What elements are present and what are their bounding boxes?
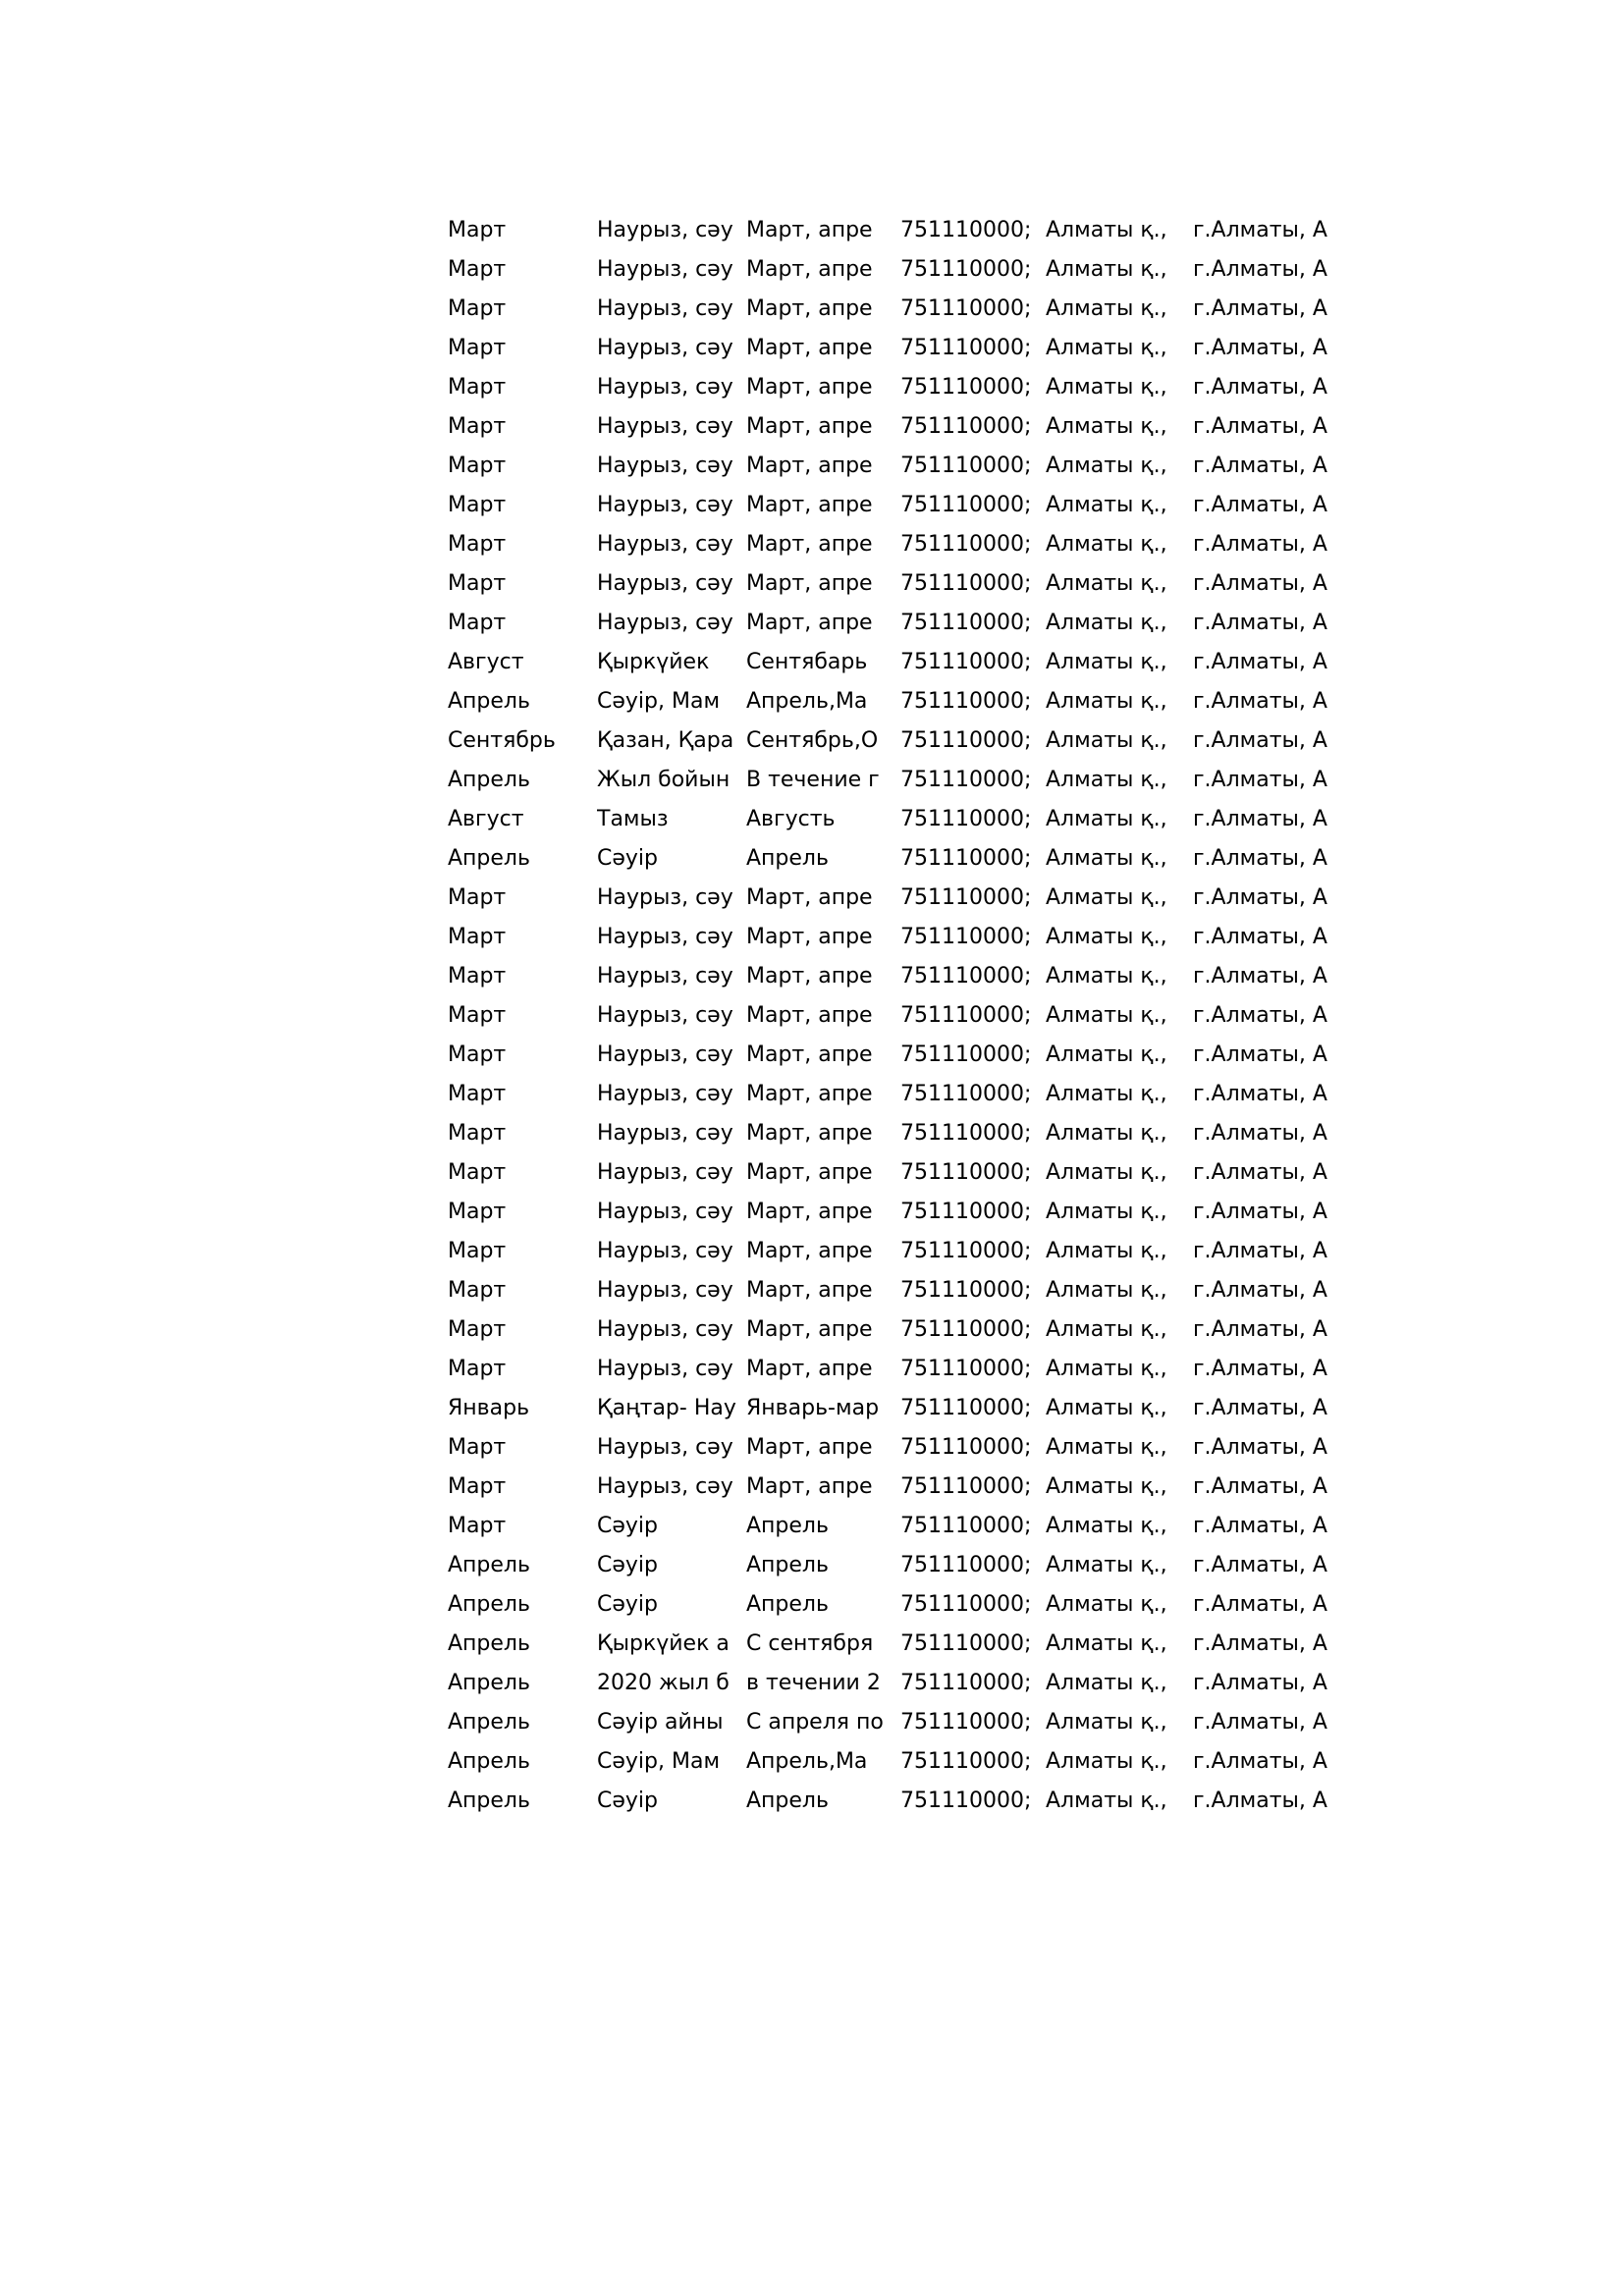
cell-city: г.Алматы, А (1193, 611, 1327, 635)
cell-period-ru: Март, апре (746, 257, 873, 282)
cell-city: г.Алматы, А (1193, 1200, 1327, 1224)
table-row (448, 1036, 1356, 1075)
cell-code: 751110000; (900, 1200, 1032, 1224)
cell-city: г.Алматы, А (1193, 925, 1327, 949)
cell-region: Алматы қ., (1046, 611, 1167, 635)
table-row (448, 1703, 1356, 1742)
cell-city: г.Алматы, А (1193, 571, 1327, 596)
cell-month: Август (448, 650, 524, 674)
table-row (448, 564, 1356, 604)
cell-period-ru: Апрель (746, 1553, 829, 1577)
cell-city: г.Алматы, А (1193, 650, 1327, 674)
cell-month: Март (448, 454, 507, 478)
cell-region: Алматы қ., (1046, 532, 1167, 557)
cell-code: 751110000; (900, 336, 1032, 360)
cell-month: Апрель (448, 1710, 530, 1735)
cell-period-ru: в течении 2 (746, 1671, 881, 1695)
cell-city: г.Алматы, А (1193, 1003, 1327, 1028)
cell-city: г.Алматы, А (1193, 807, 1327, 831)
cell-region: Алматы қ., (1046, 1396, 1167, 1420)
cell-code: 751110000; (900, 571, 1032, 596)
cell-city: г.Алматы, А (1193, 414, 1327, 439)
table-row (448, 1389, 1356, 1428)
cell-city: г.Алматы, А (1193, 728, 1327, 753)
cell-period-kk: Наурыз, сәу (597, 218, 733, 242)
table-row (448, 1625, 1356, 1664)
cell-code: 751110000; (900, 964, 1032, 988)
cell-period-kk: Наурыз, сәу (597, 1042, 733, 1067)
cell-period-ru: Март, апре (746, 611, 873, 635)
table-row (448, 1153, 1356, 1193)
cell-region: Алматы қ., (1046, 650, 1167, 674)
cell-code: 751110000; (900, 925, 1032, 949)
cell-city: г.Алматы, А (1193, 336, 1327, 360)
cell-period-ru: Март, апре (746, 493, 873, 517)
cell-period-kk: Наурыз, сәу (597, 296, 733, 321)
cell-month: Март (448, 218, 507, 242)
cell-code: 751110000; (900, 1710, 1032, 1735)
table-row (448, 368, 1356, 407)
cell-period-kk: Жыл бойын (597, 768, 731, 792)
table-row (448, 1782, 1356, 1821)
cell-period-ru: Март, апре (746, 1357, 873, 1381)
cell-code: 751110000; (900, 650, 1032, 674)
cell-month: Март (448, 1121, 507, 1146)
table-row (448, 407, 1356, 447)
cell-region: Алматы қ., (1046, 1160, 1167, 1185)
cell-month: Март (448, 336, 507, 360)
cell-period-kk: Наурыз, сәу (597, 964, 733, 988)
cell-period-ru: Март, апре (746, 1317, 873, 1342)
cell-month: Март (448, 493, 507, 517)
cell-code: 751110000; (900, 1042, 1032, 1067)
cell-period-kk: Наурыз, сәу (597, 1200, 733, 1224)
cell-city: г.Алматы, А (1193, 1514, 1327, 1538)
cell-city: г.Алматы, А (1193, 1710, 1327, 1735)
cell-month: Март (448, 1239, 507, 1263)
cell-code: 751110000; (900, 768, 1032, 792)
cell-city: г.Алматы, А (1193, 375, 1327, 400)
cell-month: Март (448, 1514, 507, 1538)
table-row (448, 1232, 1356, 1271)
cell-period-kk: Наурыз, сәу (597, 257, 733, 282)
cell-period-kk: Сәуір (597, 1553, 658, 1577)
cell-code: 751110000; (900, 1435, 1032, 1460)
cell-period-kk: Наурыз, сәу (597, 1278, 733, 1303)
cell-code: 751110000; (900, 1671, 1032, 1695)
table-row (448, 290, 1356, 329)
table-row (448, 761, 1356, 800)
cell-city: г.Алматы, А (1193, 1317, 1327, 1342)
table-row (448, 682, 1356, 721)
cell-region: Алматы қ., (1046, 571, 1167, 596)
table-row (448, 1193, 1356, 1232)
cell-code: 751110000; (900, 1631, 1032, 1656)
cell-period-ru: Март, апре (746, 296, 873, 321)
cell-code: 751110000; (900, 532, 1032, 557)
cell-month: Март (448, 1082, 507, 1106)
cell-month: Март (448, 885, 507, 910)
table-row (448, 1468, 1356, 1507)
cell-city: г.Алматы, А (1193, 218, 1327, 242)
cell-code: 751110000; (900, 218, 1032, 242)
cell-code: 751110000; (900, 1121, 1032, 1146)
cell-city: г.Алматы, А (1193, 296, 1327, 321)
cell-city: г.Алматы, А (1193, 1160, 1327, 1185)
table-row (448, 447, 1356, 486)
cell-city: г.Алматы, А (1193, 1631, 1327, 1656)
cell-city: г.Алматы, А (1193, 1278, 1327, 1303)
cell-code: 751110000; (900, 1317, 1032, 1342)
cell-region: Алматы қ., (1046, 1278, 1167, 1303)
cell-region: Алматы қ., (1046, 1592, 1167, 1617)
cell-region: Алматы қ., (1046, 1003, 1167, 1028)
cell-period-ru: Январь-мар (746, 1396, 880, 1420)
table-row (448, 800, 1356, 839)
table-row (448, 1271, 1356, 1310)
cell-month: Март (448, 532, 507, 557)
table-row (448, 957, 1356, 996)
cell-month: Март (448, 375, 507, 400)
cell-code: 751110000; (900, 1003, 1032, 1028)
cell-period-kk: Қыркүйек а (597, 1631, 730, 1656)
cell-code: 751110000; (900, 1082, 1032, 1106)
cell-month: Март (448, 964, 507, 988)
cell-region: Алматы қ., (1046, 1042, 1167, 1067)
cell-month: Апрель (448, 1749, 530, 1774)
cell-period-kk: Сәуір (597, 1514, 658, 1538)
cell-period-ru: Март, апре (746, 571, 873, 596)
cell-period-kk: Тамыз (597, 807, 669, 831)
cell-period-ru: Март, апре (746, 218, 873, 242)
cell-period-ru: Март, апре (746, 1121, 873, 1146)
cell-region: Алматы қ., (1046, 414, 1167, 439)
cell-period-kk: Сәуір (597, 1789, 658, 1813)
cell-period-ru: Март, апре (746, 1474, 873, 1499)
cell-code: 751110000; (900, 1396, 1032, 1420)
table-row (448, 1585, 1356, 1625)
cell-code: 751110000; (900, 454, 1032, 478)
cell-code: 751110000; (900, 493, 1032, 517)
cell-period-ru: В течение г (746, 768, 880, 792)
cell-region: Алматы қ., (1046, 689, 1167, 714)
cell-code: 751110000; (900, 1357, 1032, 1381)
cell-period-ru: Март, апре (746, 1082, 873, 1106)
cell-period-kk: Наурыз, сәу (597, 493, 733, 517)
cell-period-kk: Сәуір, Мам (597, 689, 721, 714)
cell-month: Апрель (448, 1592, 530, 1617)
cell-city: г.Алматы, А (1193, 1396, 1327, 1420)
cell-region: Алматы қ., (1046, 925, 1167, 949)
table-row (448, 1310, 1356, 1350)
cell-region: Алматы қ., (1046, 1553, 1167, 1577)
cell-region: Алматы қ., (1046, 885, 1167, 910)
cell-code: 751110000; (900, 885, 1032, 910)
cell-month: Апрель (448, 846, 530, 871)
cell-month: Апрель (448, 768, 530, 792)
cell-code: 751110000; (900, 689, 1032, 714)
cell-city: г.Алматы, А (1193, 964, 1327, 988)
cell-period-kk: Наурыз, сәу (597, 1317, 733, 1342)
cell-city: г.Алматы, А (1193, 846, 1327, 871)
cell-month: Март (448, 1474, 507, 1499)
cell-month: Сентябрь (448, 728, 556, 753)
table-row (448, 211, 1356, 250)
cell-city: г.Алматы, А (1193, 1435, 1327, 1460)
table-row (448, 250, 1356, 290)
table-row (448, 329, 1356, 368)
cell-region: Алматы қ., (1046, 1317, 1167, 1342)
cell-region: Алматы қ., (1046, 1671, 1167, 1695)
cell-code: 751110000; (900, 1474, 1032, 1499)
cell-region: Алматы қ., (1046, 1435, 1167, 1460)
cell-month: Март (448, 296, 507, 321)
cell-code: 751110000; (900, 1592, 1032, 1617)
cell-region: Алматы қ., (1046, 1121, 1167, 1146)
cell-region: Алматы қ., (1046, 454, 1167, 478)
schedule-table (448, 211, 1356, 1821)
cell-period-kk: Наурыз, сәу (597, 1239, 733, 1263)
cell-region: Алматы қ., (1046, 336, 1167, 360)
cell-city: г.Алматы, А (1193, 1553, 1327, 1577)
cell-period-kk: Қазан, Қара (597, 728, 734, 753)
cell-code: 751110000; (900, 1749, 1032, 1774)
cell-period-kk: Сәуір (597, 1592, 658, 1617)
cell-city: г.Алматы, А (1193, 1749, 1327, 1774)
table-row (448, 1350, 1356, 1389)
cell-period-kk: Сәуір, Мам (597, 1749, 721, 1774)
cell-region: Алматы қ., (1046, 1749, 1167, 1774)
cell-period-ru: Сентябарь (746, 650, 868, 674)
cell-code: 751110000; (900, 611, 1032, 635)
cell-period-ru: Апрель (746, 1514, 829, 1538)
cell-period-kk: Наурыз, сәу (597, 532, 733, 557)
cell-period-ru: Март, апре (746, 375, 873, 400)
cell-city: г.Алматы, А (1193, 257, 1327, 282)
cell-period-ru: Апрель (746, 1592, 829, 1617)
cell-period-kk: 2020 жыл б (597, 1671, 730, 1695)
cell-city: г.Алматы, А (1193, 454, 1327, 478)
cell-period-kk: Наурыз, сәу (597, 1160, 733, 1185)
cell-period-ru: Март, апре (746, 1042, 873, 1067)
cell-month: Апрель (448, 1631, 530, 1656)
cell-region: Алматы қ., (1046, 964, 1167, 988)
table-row (448, 1114, 1356, 1153)
cell-period-ru: Март, апре (746, 1160, 873, 1185)
cell-month: Март (448, 611, 507, 635)
cell-period-kk: Наурыз, сәу (597, 414, 733, 439)
cell-period-ru: Март, апре (746, 454, 873, 478)
cell-month: Март (448, 1042, 507, 1067)
cell-code: 751110000; (900, 296, 1032, 321)
cell-code: 751110000; (900, 1789, 1032, 1813)
cell-period-ru: Март, апре (746, 885, 873, 910)
cell-period-kk: Қаңтар- Нау (597, 1396, 736, 1420)
cell-period-kk: Сәуір (597, 846, 658, 871)
cell-code: 751110000; (900, 1239, 1032, 1263)
table-row (448, 1546, 1356, 1585)
cell-region: Алматы қ., (1046, 1789, 1167, 1813)
table-row (448, 721, 1356, 761)
cell-city: г.Алматы, А (1193, 1082, 1327, 1106)
cell-period-ru: Апрель (746, 846, 829, 871)
cell-code: 751110000; (900, 807, 1032, 831)
cell-period-kk: Наурыз, сәу (597, 375, 733, 400)
cell-region: Алматы қ., (1046, 1239, 1167, 1263)
cell-period-ru: Апрель,Ма (746, 689, 868, 714)
cell-period-kk: Наурыз, сәу (597, 1357, 733, 1381)
cell-code: 751110000; (900, 846, 1032, 871)
cell-region: Алматы қ., (1046, 296, 1167, 321)
cell-period-ru: Сентябрь,О (746, 728, 879, 753)
cell-city: г.Алматы, А (1193, 1357, 1327, 1381)
cell-period-ru: Март, апре (746, 1278, 873, 1303)
cell-code: 751110000; (900, 257, 1032, 282)
table-row (448, 1075, 1356, 1114)
cell-region: Алматы қ., (1046, 218, 1167, 242)
table-row (448, 486, 1356, 525)
cell-month: Март (448, 414, 507, 439)
cell-period-kk: Сәуір айны (597, 1710, 724, 1735)
table-row (448, 1664, 1356, 1703)
cell-period-kk: Наурыз, сәу (597, 1435, 733, 1460)
cell-period-kk: Наурыз, сәу (597, 1082, 733, 1106)
cell-period-ru: Март, апре (746, 1003, 873, 1028)
cell-code: 751110000; (900, 728, 1032, 753)
table-row (448, 604, 1356, 643)
cell-region: Алматы қ., (1046, 807, 1167, 831)
cell-region: Алматы қ., (1046, 1357, 1167, 1381)
table-row (448, 643, 1356, 682)
cell-region: Алматы қ., (1046, 768, 1167, 792)
cell-region: Алматы қ., (1046, 493, 1167, 517)
cell-period-ru: С апреля по (746, 1710, 884, 1735)
cell-period-kk: Наурыз, сәу (597, 1474, 733, 1499)
cell-month: Март (448, 925, 507, 949)
cell-period-kk: Наурыз, сәу (597, 1003, 733, 1028)
cell-period-kk: Наурыз, сәу (597, 925, 733, 949)
cell-period-ru: Март, апре (746, 1200, 873, 1224)
cell-city: г.Алматы, А (1193, 1239, 1327, 1263)
cell-month: Январь (448, 1396, 530, 1420)
cell-code: 751110000; (900, 414, 1032, 439)
table-row (448, 1742, 1356, 1782)
cell-region: Алматы қ., (1046, 728, 1167, 753)
cell-month: Март (448, 1317, 507, 1342)
cell-month: Март (448, 1357, 507, 1381)
cell-period-ru: С сентября (746, 1631, 874, 1656)
cell-code: 751110000; (900, 1553, 1032, 1577)
cell-period-kk: Қыркүйек (597, 650, 710, 674)
table-row (448, 1507, 1356, 1546)
cell-period-kk: Наурыз, сәу (597, 336, 733, 360)
cell-region: Алматы қ., (1046, 1200, 1167, 1224)
cell-period-ru: Апрель (746, 1789, 829, 1813)
cell-period-ru: Апрель,Ма (746, 1749, 868, 1774)
table-row (448, 839, 1356, 879)
table-row (448, 879, 1356, 918)
table-row (448, 1428, 1356, 1468)
cell-region: Алматы қ., (1046, 846, 1167, 871)
cell-city: г.Алматы, А (1193, 1789, 1327, 1813)
cell-city: г.Алматы, А (1193, 1474, 1327, 1499)
cell-month: Март (448, 257, 507, 282)
cell-city: г.Алматы, А (1193, 689, 1327, 714)
cell-code: 751110000; (900, 1514, 1032, 1538)
cell-region: Алматы қ., (1046, 375, 1167, 400)
cell-city: г.Алматы, А (1193, 1042, 1327, 1067)
cell-period-kk: Наурыз, сәу (597, 885, 733, 910)
cell-code: 751110000; (900, 1160, 1032, 1185)
cell-city: г.Алматы, А (1193, 1121, 1327, 1146)
cell-code: 751110000; (900, 375, 1032, 400)
cell-period-kk: Наурыз, сәу (597, 571, 733, 596)
cell-period-kk: Наурыз, сәу (597, 454, 733, 478)
cell-region: Алматы қ., (1046, 1514, 1167, 1538)
cell-region: Алматы қ., (1046, 1631, 1167, 1656)
cell-month: Апрель (448, 1789, 530, 1813)
cell-code: 751110000; (900, 1278, 1032, 1303)
table-row (448, 996, 1356, 1036)
cell-month: Март (448, 1435, 507, 1460)
table-row (448, 918, 1356, 957)
cell-month: Март (448, 1160, 507, 1185)
cell-period-ru: Августь (746, 807, 836, 831)
cell-month: Март (448, 1200, 507, 1224)
cell-city: г.Алматы, А (1193, 493, 1327, 517)
cell-period-ru: Март, апре (746, 532, 873, 557)
cell-city: г.Алматы, А (1193, 768, 1327, 792)
cell-month: Апрель (448, 1671, 530, 1695)
cell-period-ru: Март, апре (746, 336, 873, 360)
cell-region: Алматы қ., (1046, 257, 1167, 282)
cell-month: Апрель (448, 1553, 530, 1577)
table-row (448, 525, 1356, 564)
cell-period-ru: Март, апре (746, 1435, 873, 1460)
cell-city: г.Алматы, А (1193, 532, 1327, 557)
cell-city: г.Алматы, А (1193, 1592, 1327, 1617)
cell-month: Август (448, 807, 524, 831)
cell-period-ru: Март, апре (746, 414, 873, 439)
cell-region: Алматы қ., (1046, 1474, 1167, 1499)
cell-month: Апрель (448, 689, 530, 714)
cell-region: Алматы қ., (1046, 1710, 1167, 1735)
cell-period-ru: Март, апре (746, 925, 873, 949)
cell-month: Март (448, 571, 507, 596)
cell-month: Март (448, 1003, 507, 1028)
cell-city: г.Алматы, А (1193, 885, 1327, 910)
cell-region: Алматы қ., (1046, 1082, 1167, 1106)
cell-period-ru: Март, апре (746, 964, 873, 988)
cell-month: Март (448, 1278, 507, 1303)
cell-city: г.Алматы, А (1193, 1671, 1327, 1695)
cell-period-kk: Наурыз, сәу (597, 1121, 733, 1146)
cell-period-kk: Наурыз, сәу (597, 611, 733, 635)
cell-period-ru: Март, апре (746, 1239, 873, 1263)
